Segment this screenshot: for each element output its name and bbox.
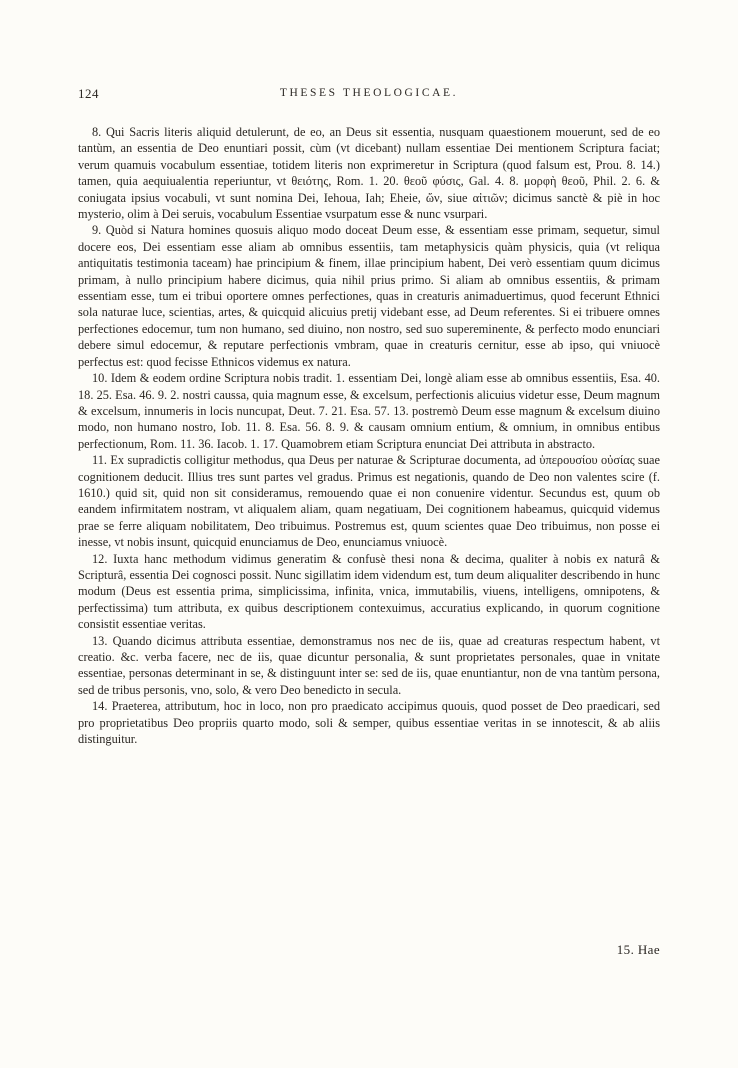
thesis-paragraph: 8. Qui Sacris literis aliquid detulerunt, de eo, an Deus sit essentia, nusquam quaestionem mouerunt, sed de eo tantùm, an essentia de Deo enuntiari possit, cùm (vt dicebant) nullam essentiae Dei mentionem Scriptura faciat; verum quamuis vocabulum essentiae, totidem literis non exprimeretur in Scriptura (quod falsum est, Prou. 8. 14.) tamen, quia aequiualentia reperiuntur, vt θειότης, Rom. 1. 20. θεοῦ φύσις, Gal. 4. 8. μορφὴ θεοῦ, Phil. 2. 6. & coniugata ipsius vocabuli, vt sunt nomina Dei, Iehoua, Iah; Eheie, ὤν, siue αἰτιῶν; dicimus sanctè & piè in hoc mysterio, olim à Dei seruis, vocabulum Essentiae vsurpatum esse & nunc vsurpari. xyxy=(78,125,660,222)
thesis-paragraph: 13. Quando dicimus attributa essentiae, demonstramus nos nec de iis, quae ad creaturas respectum habent, vt creatio. &c. verba facere, nec de iis, quae dicuntur personalia, & sunt proprietates personales, quae in vnitate essentiae, personas determinant in se, & distinguunt inter se: sed de iis, quae enuntiantur, non de vna tantùm persona, sed de tribus personis, vno, solo, & vero Deo benedicto in secula. xyxy=(78,633,660,697)
page-header xyxy=(78,86,660,106)
thesis-paragraph: 12. Iuxta hanc methodum vidimus generatim & confusè thesi nona & decima, qualiter à nobis ex naturâ & Scripturâ, essentia Dei cognosci possit. Nunc sigillatim idem videndum est, tum deum aliqualiter describendo in hunc modum (Deus est essentia prima, simplicissima, infinita, vnica, immutabilis, viuens, intelligens, omnipotens, & perfectissima) tum attributa, ex quibus descriptionem contexuimus, accuratius explicando, in quorum cognitione consistit essentiae veritas. xyxy=(78,551,660,632)
page-number: 124 xyxy=(78,86,99,101)
thesis-paragraph: 11. Ex supradictis colligitur methodus, qua Deus per naturae & Scripturae documenta, ad ὑπερουσίου οὐσίας suae cognitionem deducit. Illius tres sunt partes vel gradus. Primus est negationis, quando de Deo non valentes scire (f. 1610.) quid sit, quid non sit consideramus, remouendo quae ei non conuenire videntur. Secundus est, quum ob eandem infirmitatem nostram, vt aliqualem aliam, quam negatiuam, Dei cognitionem habeamus, quicquid videmus prae se ferre aliquam nobilitatem, Deo tribuimus. Postremus est, quum scientes quae Deo tribuimus, non posse ei inesse, vt nobis insunt, quicquid enunciamus de Deo, enunciamus vniuocè. xyxy=(78,453,660,550)
thesis-paragraph: 14. Praeterea, attributum, hoc in loco, non pro praedicato accipimus quouis, quod posset de Deo praedicari, sed pro proprietatibus Deo propriis quarto modo, soli & semper, quibus essentiae veritas in se innotescit, & ab aliis distinguitur. xyxy=(78,699,660,747)
thesis-paragraph: 9. Quòd si Natura homines quosuis aliquo modo doceat Deum esse, & essentiam esse primam, sequetur, simul docere eos, Dei essentiam esse aliam ab omnibus essentiis, tam metaphysicis quàm physicis, quia (vt reliqua antiquitatis testimonia taceam) hae principium & finem, illae principium habent, Dei verò essentiam quum dicimus primam, à nullo principium habere dicimus, quia nihil prius primo. Si aliam ab omnibus essentiis, & primam essentiam esse, tum ei tribui oportere omnes perfectiones, quas in creaturis animaduertimus, quod fecerunt Ethnici sola naturae luce, scientias, artes, & quicquid alicuius pretij videbant esse, ad Deum referentes. Si ei tribuere omnes perfectiones edocemur, tum non humano, sed diuino, non nostro, sed suo supereminente, & perfecto modo enunciari debere simul edocemur, & reputare perfectionis vmbram, quae in creaturis cernitur, esse ab ipso, qui vniuocè perfectus est: quod fecisse Ethnicos videmus ex natura. xyxy=(78,223,660,369)
body-text xyxy=(78,124,660,747)
running-title: THESES THEOLOGICAE. xyxy=(279,87,459,99)
thesis-paragraph: 10. Idem & eodem ordine Scriptura nobis tradit. 1. essentiam Dei, longè aliam esse ab omnibus essentiis, Esa. 40. 18. 25. Esa. 46. 9. 2. nostri caussa, quia magnum esse, & excelsum, perfectionis alicuius videtur esse, Deum magnum & excelsum, innumeris in locis nuncupat, Deut. 7. 21. Esa. 57. 13. postremò Deum esse magnum & excelsum diuino modo, non humano nostro, Iob. 11. 8. Esa. 56. 8. 9. & causam omnium entium, & omnium, in omnibus entibus perfectionum, Rom. 11. 36. Iacob. 1. 17. Quamobrem etiam Scriptura enunciat Dei attributa in abstracto. xyxy=(78,371,660,451)
catchword: 15. Hae xyxy=(616,942,660,957)
